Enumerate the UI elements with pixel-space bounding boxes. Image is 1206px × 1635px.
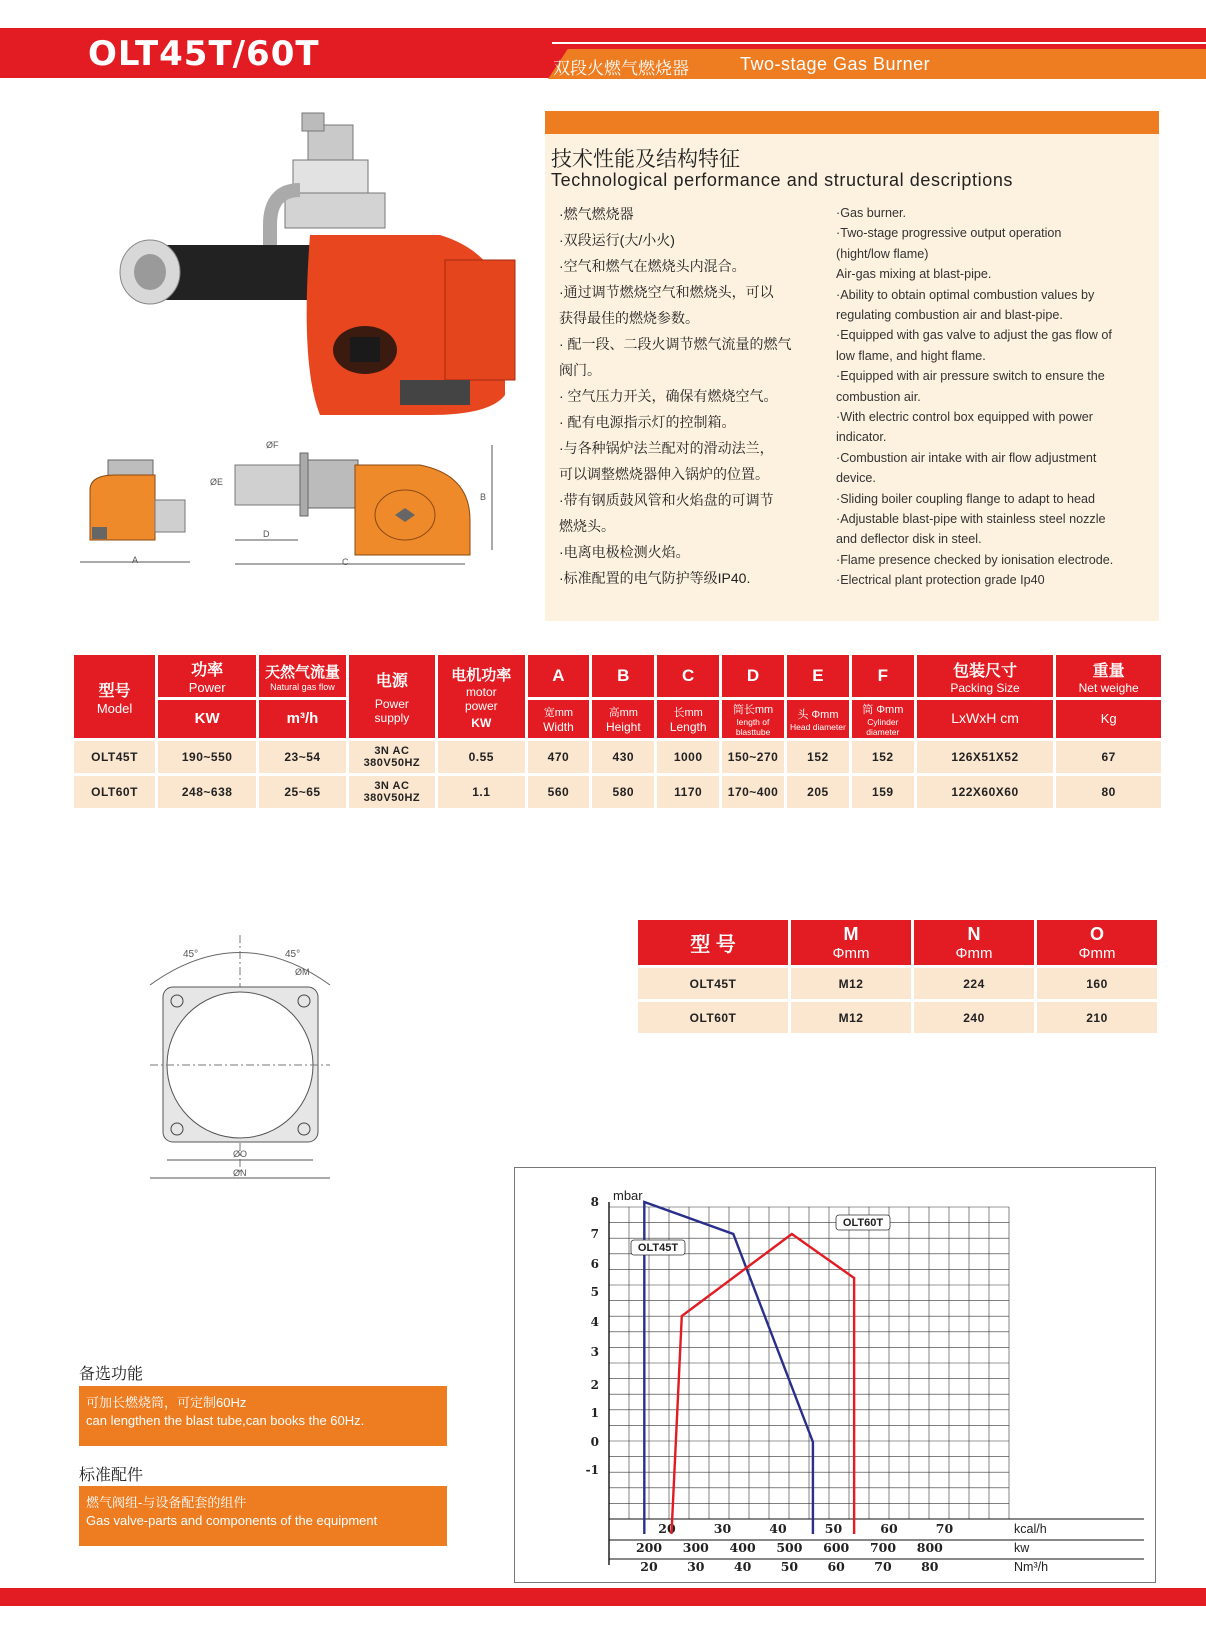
standard-box [79, 1486, 447, 1546]
unit-e: 头 Φmm Head diameter [787, 700, 849, 738]
x-tick-label: 700 [869, 1540, 897, 1555]
feature-en-line: ·Ability to obtain optimal combustion values by [836, 287, 1095, 302]
feature-en-line: ·Two-stage progressive output operation [836, 226, 1062, 241]
dim-label-c: C [342, 557, 349, 567]
y-tick-label: 6 [590, 1257, 599, 1271]
page-title: OLT45T/60T [88, 34, 320, 74]
feature-en-line: ·Combustion air intake with air flow adjustment [836, 450, 1097, 465]
col-header-gasflow: 天然气流量 Natural gas flow [259, 655, 345, 697]
tech-panel-bar [545, 111, 1159, 134]
header-divider [552, 42, 1206, 44]
flange-label-o: ØO [233, 1149, 248, 1159]
feature-en-line: device. [836, 471, 876, 486]
x-tick-label: 20 [640, 1559, 658, 1574]
standard-title: 标准配件 [79, 1467, 144, 1484]
feature-cn-line: ·燃气燃烧器 [559, 206, 634, 222]
feature-en-line: combustion air. [836, 389, 921, 404]
footer-bar [0, 1588, 1206, 1606]
table-row: OLT45T 190~550 23~54 3N AC 380V50HZ 0.55 470 430 1000 150~270 152 152 126X51X52 67 [74, 741, 1161, 773]
feature-en-line: ·With electric control box equipped with power [836, 410, 1093, 424]
dim-label-a: A [132, 555, 139, 565]
feature-en-line: indicator. [836, 430, 887, 445]
feature-en-line: ·Sliding boiler coupling flange to adapt to head [836, 491, 1096, 506]
feature-en-line: (hight/low flame) [836, 246, 929, 261]
x-tick-label: 400 [729, 1540, 756, 1555]
y-tick-label: 3 [590, 1345, 599, 1359]
optional-en: can lengthen the blast tube,can books the 60Hz. [86, 1413, 365, 1428]
col-header-f: F [852, 655, 914, 697]
dim-label-e: ØE [210, 477, 224, 487]
unit-b: 高mm Height [592, 700, 654, 738]
feature-cn-line: 燃烧头。 [559, 518, 615, 534]
col-header-e: E [787, 655, 849, 697]
x-tick-label: 80 [921, 1559, 939, 1574]
flange-drawing [145, 935, 345, 1205]
col-header-weight: 重量 Net weighe [1056, 655, 1161, 697]
x-tick-label: 20 [658, 1521, 676, 1536]
optional-box [79, 1386, 447, 1446]
burner-photo [110, 105, 520, 435]
standard-cn: 燃气阀组-与设备配套的组件 [86, 1495, 247, 1510]
feature-en-line: ·Flame presence checked by ionisation electrode. [836, 552, 1114, 567]
x-tick-label: 500 [776, 1540, 803, 1555]
feature-en-line: ·Adjustable blast-pipe with stainless steel nozzle [836, 512, 1106, 526]
table-row: OLT60T M12 240 210 [638, 1002, 1157, 1033]
x-tick-label: 60 [880, 1521, 898, 1536]
y-tick-label: 5 [590, 1285, 599, 1299]
feature-en-line: ·Equipped with gas valve to adjust the gas flow of [836, 328, 1112, 343]
y-tick-label: 7 [590, 1227, 599, 1241]
x-axis-unit: kw [1014, 1541, 1030, 1555]
col-header-packing: 包装尺寸 Packing Size [917, 655, 1054, 697]
col-header-model: 型 号 [638, 920, 788, 965]
x-axis-unit: kcal/h [1014, 1522, 1047, 1536]
x-tick-label: 200 [635, 1540, 663, 1555]
feature-cn-line: · 配有电源指示灯的控制箱。 [559, 414, 736, 430]
series-label: OLT60T [842, 1217, 884, 1229]
feature-en-line: and deflector disk in steel. [836, 532, 982, 547]
x-axis-unit: Nm³/h [1014, 1560, 1049, 1574]
table-row: OLT45T M12 224 160 [638, 968, 1157, 999]
y-tick-label: -1 [585, 1463, 599, 1477]
optional-cn: 可加长燃烧筒，可定制60Hz [86, 1395, 247, 1410]
feature-cn-line: ·与各种锅炉法兰配对的滑动法兰， [559, 440, 774, 456]
unit-a: 宽mm Width [528, 700, 590, 738]
feature-en-line: ·Gas burner. [836, 206, 906, 220]
col-header-m: M Φmm [791, 920, 911, 965]
unit-f: 筒 Φmm Cylinder diameter [852, 700, 914, 738]
dim-label-f: ØF [266, 440, 279, 450]
subtitle-cn: 双段火燃气燃烧器 [553, 59, 689, 78]
tech-title-en: Technological performance and structural descriptions [551, 170, 1014, 190]
flange-angle-right: 45° [285, 949, 301, 960]
col-header-a: A [528, 655, 590, 697]
feature-cn-line: · 空气压力开关，确保有燃烧空气。 [559, 388, 778, 404]
x-tick-label: 40 [733, 1559, 752, 1574]
unit-d: 筒长mm length of blasttube [722, 700, 784, 738]
x-tick-label: 60 [827, 1559, 845, 1574]
x-tick-label: 600 [823, 1540, 850, 1555]
feature-cn-line: ·标准配置的电气防护等级IP40. [559, 570, 751, 586]
feature-en-line: regulating combustion air and blast-pipe. [836, 308, 1063, 322]
col-header-d: D [722, 655, 784, 697]
feature-en-line: ·Electrical plant protection grade Ip40 [836, 573, 1045, 588]
feature-en-line: Air-gas mixing at blast-pipe. [836, 267, 992, 282]
unit-c: 长mm Length [657, 700, 719, 738]
x-tick-label: 70 [874, 1559, 892, 1574]
x-tick-label: 30 [687, 1559, 705, 1574]
series-label: OLT45T [637, 1242, 679, 1254]
feature-en-line: ·Equipped with air pressure switch to ensure the [836, 369, 1105, 384]
spec-table [71, 652, 1164, 811]
col-header-power: 功率 Power [158, 655, 256, 697]
flange-table [635, 917, 1160, 1036]
feature-cn-line: 可以调整燃烧器伸入锅炉的位置。 [559, 466, 769, 482]
feature-cn-line: ·电离电极检测火焰。 [559, 544, 690, 560]
x-tick-label: 800 [916, 1540, 943, 1555]
col-header-model: 型号 Model [74, 655, 155, 738]
x-tick-label: 30 [713, 1521, 732, 1536]
col-header-c: C [657, 655, 719, 697]
unit-packing: LxWxH cm [917, 700, 1054, 738]
y-axis-label: mbar [613, 1188, 643, 1203]
feature-cn-line: ·带有钢质鼓风管和火焰盘的可调节 [559, 492, 774, 508]
y-tick-label: 1 [590, 1406, 599, 1420]
x-tick-label: 40 [769, 1521, 787, 1536]
x-tick-label: 50 [824, 1521, 843, 1536]
y-tick-label: 0 [590, 1435, 599, 1449]
flange-angle-left: 45° [183, 949, 199, 960]
tech-title-cn: 技术性能及结构特征 [551, 148, 740, 171]
y-tick-label: 8 [590, 1195, 599, 1209]
col-header-motor: 电机功率 motor power KW [438, 655, 524, 738]
table-row: OLT60T 248~638 25~65 3N AC 380V50HZ 1.1 560 580 1170 170~400 205 159 122X60X60 80 [74, 776, 1161, 808]
optional-title: 备选功能 [79, 1366, 144, 1383]
feature-cn-line: 阀门。 [559, 362, 601, 378]
y-tick-label: 4 [590, 1315, 599, 1329]
performance-chart [514, 1167, 1156, 1583]
feature-cn-line: 获得最佳的燃烧参数。 [559, 310, 699, 326]
col-header-b: B [592, 655, 654, 697]
dimension-drawing [80, 440, 520, 580]
feature-en-line: low flame, and hight flame. [836, 348, 986, 363]
unit-weight: Kg [1056, 700, 1161, 738]
flange-label-m: ØM [295, 967, 310, 977]
flange-label-n: ØN [233, 1168, 247, 1178]
feature-cn-line: ·通过调节燃烧空气和燃烧头，可以 [559, 284, 774, 300]
unit-gasflow: m³/h [259, 700, 345, 738]
x-tick-label: 300 [682, 1540, 709, 1555]
y-tick-label: 2 [590, 1378, 599, 1392]
dim-label-b: B [480, 492, 487, 502]
x-tick-label: 70 [935, 1521, 954, 1536]
feature-cn-line: ·空气和燃气在燃烧头内混合。 [559, 258, 746, 274]
col-header-power-supply: 电源 Power supply [349, 655, 435, 738]
x-tick-label: 50 [780, 1559, 799, 1574]
col-header-n: N Φmm [914, 920, 1034, 965]
unit-power: KW [158, 700, 256, 738]
feature-cn-line: · 配一段、二段火调节燃气流量的燃气 [559, 336, 792, 352]
dim-label-d: D [263, 529, 270, 539]
feature-cn-line: ·双段运行(大/小火) [559, 232, 675, 248]
col-header-o: O Φmm [1037, 920, 1157, 965]
standard-en: Gas valve-parts and components of the equipment [86, 1513, 378, 1528]
subtitle-en: Two-stage Gas Burner [740, 54, 931, 74]
